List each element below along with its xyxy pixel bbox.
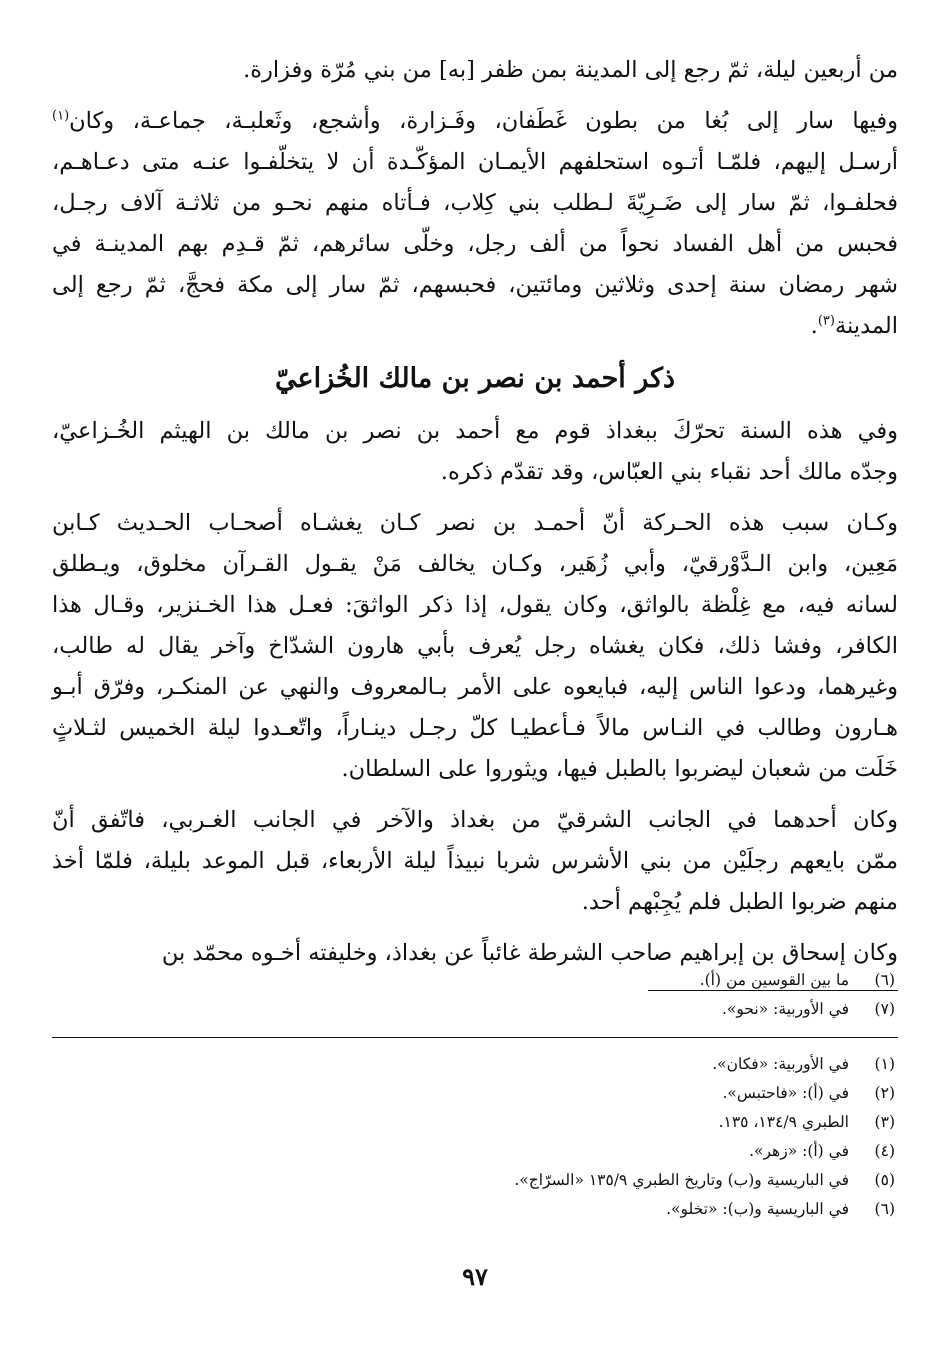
text-line: خَلَت من شعبان ليضربوا بالطبل فيها، ويثوروا على السلطان. xyxy=(341,756,898,782)
footnote-ref xyxy=(52,940,53,941)
footnote-text: ما بين القوسين من (أ). xyxy=(699,971,849,989)
footnote-text: في الباريسية و(ب) وتاريخ الطبري ١٣٥/٩ «السرّاج». xyxy=(514,1171,849,1189)
footnote-number: (٥) xyxy=(874,1171,895,1189)
footnote-number: (٦) xyxy=(874,971,895,989)
footnote-text: في (أ): «زهر». xyxy=(749,1142,849,1160)
footnote-number: (٤) xyxy=(874,1142,895,1160)
inline-footnote-refs xyxy=(52,940,53,941)
text-line: فحلفـوا، ثمّ سار إلى ضَـرِيّةَ لـطلب بني كِلاب، فـأتاه منهم نحـو من ثلاثـة آلاف رجـل، xyxy=(52,190,898,216)
paragraph xyxy=(52,101,898,347)
text-line: وفي هذه السنة تحرّكَ ببغداذ قوم مع أحمد بن نصر بن مالك بن الهيثم الخُـزاعيّ، xyxy=(52,418,898,444)
footnote-text: الطبري ١٣٤/٩، ١٣٥. xyxy=(718,1113,849,1131)
footnote-ref: (٣) xyxy=(817,313,835,329)
text-line: منهم ضربوا الطبل فلم يُجِبْهم أحد. xyxy=(581,889,898,915)
text-line: ممّن بايعهم رجلَيْن من بني الأشرس شربا نبيذاً ليلة الأربعاء، قبل الموعد بليلة، فلمّا أخذ xyxy=(52,848,898,874)
page-number: ٩٧ xyxy=(462,1262,488,1291)
footnote-text: في الأوربية: «نحو». xyxy=(721,1000,849,1018)
footnote xyxy=(514,1079,895,1108)
text-line: وفيها سار إلى بُغا من بطون غَطَفان، وفَـزارة، وأشجع، وثَعلبـة، جماعـة، وكان$^{(١)}$ xyxy=(52,108,898,134)
text-line: لسانه فيه، مع غِلْظة بالواثق، وكان يقول، إذا ذكر الواثقَ: فعـل هذا الخـنزير، وقـال هذا xyxy=(52,592,898,618)
paragraph xyxy=(52,50,898,91)
footnote-divider xyxy=(52,1037,898,1038)
text-line: هـارون وطالب في النـاس مالاً فـأعطيـا كلّ رجـل دينـاراً، واتّعـدوا ليلة الخميس لثـلاثٍ xyxy=(52,715,898,741)
paragraph xyxy=(52,503,898,790)
footnote xyxy=(514,1195,895,1224)
footnote xyxy=(514,1050,895,1079)
footnote-number: (٣) xyxy=(874,1113,895,1131)
text-line: وغيرهما، ودعوا الناس إليه، فبايعوه على الأمر بـالمعروف والنهي عن المنكـر، وفرّق أبـو xyxy=(52,674,898,700)
footnote xyxy=(514,1166,895,1195)
footnote-ref: (١) xyxy=(52,108,70,124)
footnote xyxy=(700,995,895,1024)
footnote xyxy=(514,1137,895,1166)
footnote-text: في الباريسية و(ب): «تخلو». xyxy=(666,1200,849,1218)
footnote xyxy=(700,966,895,995)
text-line: أرسـل إليهم، فلمّـا أتـوه استحلفهم الأيمـان المؤكّـدة أن لا يتخلّفـوا عنـه متى دعـاهـم، xyxy=(52,149,898,175)
text-line: من أربعين ليلة، ثمّ رجع إلى المدينة بمن ظفر [به] من بني مُرّة وفزارة. xyxy=(243,57,898,83)
footnote-number: (٧) xyxy=(874,1000,895,1018)
text-line: شهر رمضان سنة إحدى وثلاثين ومائتين، فحبسهم، ثمّ سار إلى مكة فحجَّ، ثمّ رجع إلى xyxy=(52,272,898,298)
text-line: وجدّه مالك أحد نقباء بني العبّاس، وقد تقدّم ذكره. xyxy=(440,459,898,485)
footnote-number: (١) xyxy=(874,1055,895,1073)
previous-page-footnotes xyxy=(700,966,895,1024)
footnote-text: في (أ): «فاحتبس». xyxy=(722,1084,849,1102)
text-line: وكـان سبب هذه الحـركة أنّ أحمـد بن نصر كـان يغشـاه أصحـاب الحـديث كـابن xyxy=(52,510,898,536)
text-line: وكان أحدهما في الجانب الشرقيّ من بغداذ والآخر في الجانب الغـربي، فاتّفق أنّ xyxy=(52,807,898,833)
text-line: المدينة$^{(٣)}$. xyxy=(810,313,898,339)
paragraph xyxy=(52,411,898,493)
text-line: مَعِين، وابن الـدَّوْرقيّ، وأبي زُهَير، وكـان يخالف مَنْ يقـول القـرآن مخلوق، ويـطلق xyxy=(52,551,898,577)
section-heading: ذكر أحمد بن نصر بن مالك الخُزاعيّ xyxy=(275,363,675,394)
text-line: الكافر، وفشا ذلك، فكان يغشاه رجل يُعرف بأبي هارون الشدّاخ وآخر يقال له طالب، xyxy=(52,633,898,659)
paragraph xyxy=(52,800,898,923)
footnote-text: في الأوربية: «فكان». xyxy=(712,1055,849,1073)
footnote xyxy=(514,1108,895,1137)
footnote-number: (٦) xyxy=(874,1200,895,1218)
footnotes xyxy=(514,1050,895,1224)
text-line: وكان إسحاق بن إبراهيم صاحب الشرطة غائباً عن بغداذ، وخليفته أخـوه محمّد بن xyxy=(161,940,898,966)
text-line: فحبس من أهل الفساد نحواً من ألف رجل، وخلّى سائرهم، ثمّ قـدِم بهم المدينـة في xyxy=(52,231,898,257)
footnote-number: (٢) xyxy=(874,1084,895,1102)
